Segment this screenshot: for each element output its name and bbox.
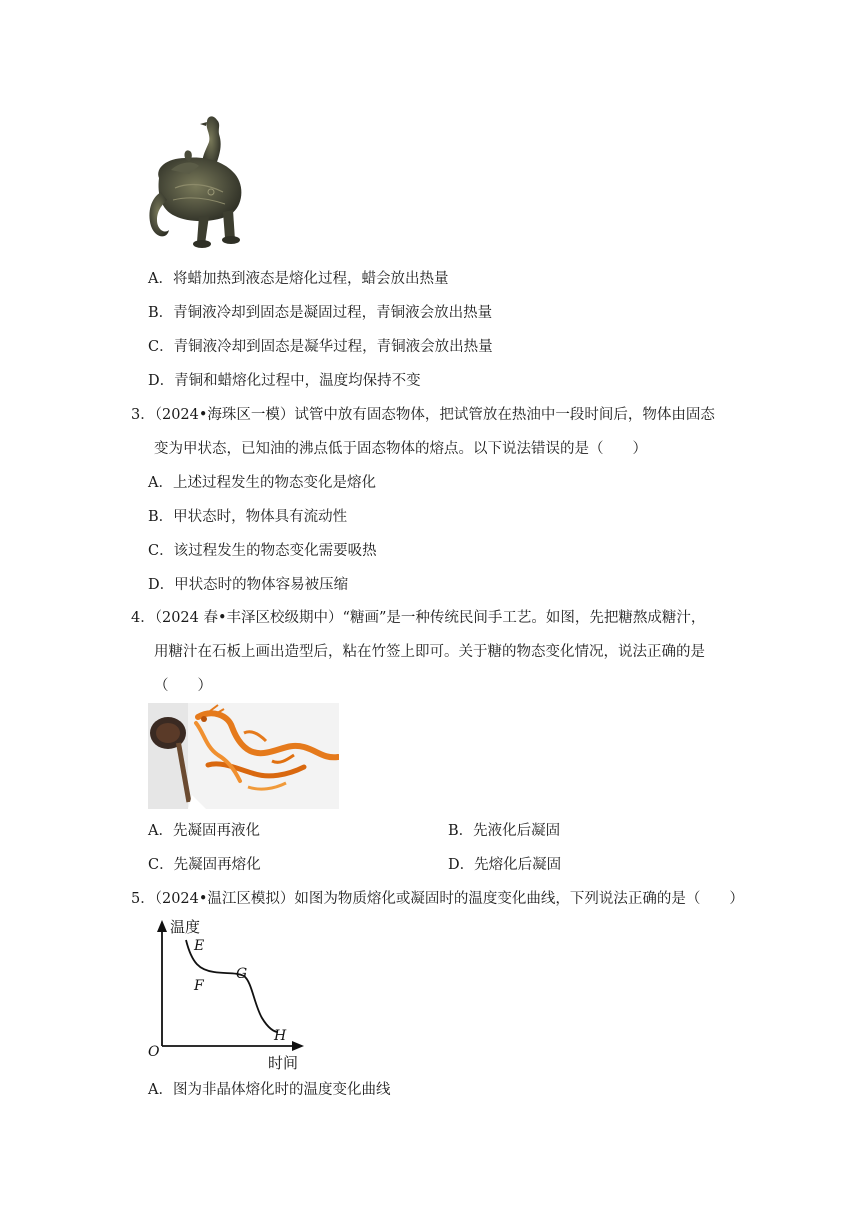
q4-option-b: B．先液化后凝固 <box>448 823 561 839</box>
q4-option-a: A．先凝固再液化 <box>148 823 260 839</box>
q4-stem-line1: 4．（2024 春•丰泽区校级期中）“糖画”是一种传统民间手工艺。如图，先把糖熬成糖汁， <box>131 610 706 626</box>
point-h-label: H <box>274 1028 287 1044</box>
q3-stem-line2: 变为甲状态，已知油的沸点低于固态物体的熔点。以下说法错误的是（ ） <box>154 441 647 457</box>
q4-option-d: D．先熔化后凝固 <box>448 857 562 873</box>
q3-option-b: B．甲状态时，物体具有流动性 <box>148 509 348 525</box>
q3-option-c: C．该过程发生的物态变化需要吸热 <box>148 543 377 559</box>
q3-stem-line1: 3．（2024•海珠区一模）试管中放有固态物体，把试管放在热油中一段时间后，物体由固态 <box>131 407 715 423</box>
sugar-painting-image <box>148 703 339 809</box>
q2-option-c: C．青铜液冷却到固态是凝华过程，青铜液会放出热量 <box>148 339 493 355</box>
q5-option-a: A．图为非晶体熔化时的温度变化曲线 <box>148 1082 391 1098</box>
q5-stem-line1: 5．（2024•温江区模拟）如图为物质熔化或凝固时的温度变化曲线，下列说法正确的是（ ） <box>131 891 744 907</box>
q4-stem-line2: 用糖汁在石板上画出造型后，粘在竹签上即可。关于糖的物态变化情况，说法正确的是 <box>154 644 705 660</box>
q2-option-a: A．将蜡加热到液态是熔化过程，蜡会放出热量 <box>148 271 449 287</box>
q2-option-b: B．青铜液冷却到固态是凝固过程，青铜液会放出热量 <box>148 305 493 321</box>
q3-option-d: D．甲状态时的物体容易被压缩 <box>148 577 349 593</box>
q4-option-c: C．先凝固再熔化 <box>148 857 261 873</box>
point-g-label: G <box>236 966 248 982</box>
q2-option-d: D．青铜和蜡熔化过程中，温度均保持不变 <box>148 373 421 389</box>
q3-option-a: A．上述过程发生的物态变化是熔化 <box>148 475 376 491</box>
point-e-label: E <box>194 938 205 954</box>
x-axis-label: 时间 <box>268 1054 299 1072</box>
q4-stem-line3: （ ） <box>154 678 212 694</box>
origin-label: O <box>148 1044 160 1060</box>
temperature-time-graph <box>140 912 320 1072</box>
y-axis-arrow <box>157 920 167 932</box>
y-axis-label: 温度 <box>170 918 201 936</box>
point-f-label: F <box>194 978 204 994</box>
x-axis-arrow <box>292 1041 304 1051</box>
bronze-vessel-image <box>145 112 255 252</box>
